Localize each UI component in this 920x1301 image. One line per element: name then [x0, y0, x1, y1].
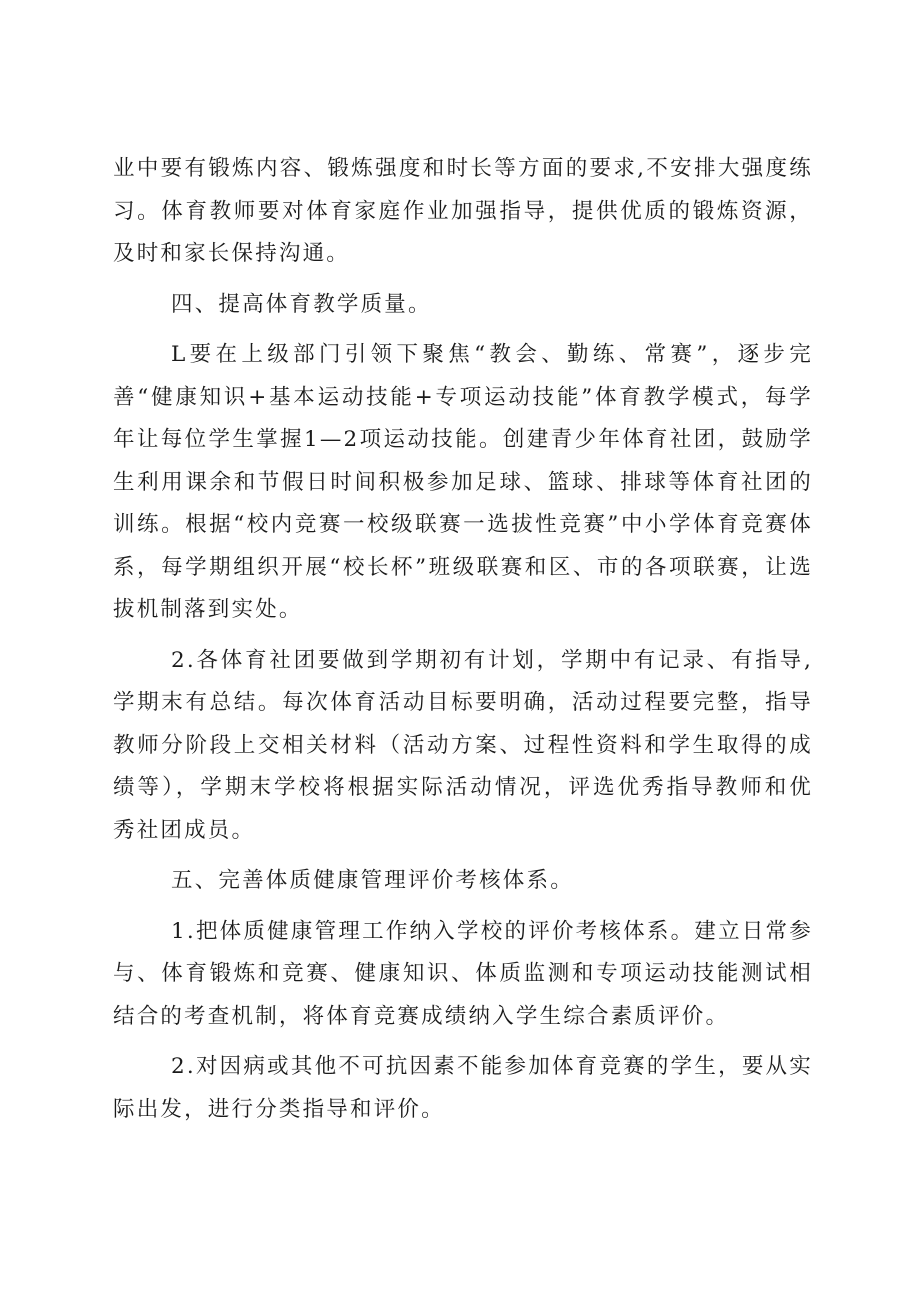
paragraph-item-1: L要在上级部门引领下聚焦“教会、勤练、常赛”，逐步完善“健康知识+基本运动技能+专项运动技能”体育教学模式，每学年让每位学生掌握1—2项运动技能。创建青少年体育社团，鼓励学生利用课余和节假日时间积极参加足球、篮球、排球等体育社团的训练。根据“校内竞赛一校级联赛一选拔性竞赛”中小学体育竞赛体系，每学期组织开展“校长杯”班级联赛和区、市的各项联赛，让选拔机制落到实处。 — [113, 342, 813, 622]
paragraph-item-2-evaluation: 2.对因病或其他不可抗因素不能参加体育竞赛的学生，要从实际出发，进行分类指导和评价。 — [113, 1054, 813, 1122]
section-heading-five: 五、完善体质健康管理评价考核体系。 — [171, 868, 574, 893]
document-body — [113, 148, 813, 1131]
paragraph-item-1-evaluation: 1.把体质健康管理工作纳入学校的评价考核体系。建立日常参与、体育锻炼和竞赛、健康知识、体质监测和专项运动技能测试相结合的考查机制，将体育竞赛成绩纳入学生综合素质评价。 — [113, 918, 813, 1029]
paragraph-item-2: 2.各体育社团要做到学期初有计划，学期中有记录、有指导,学期末有总结。每次体育活动目标要明确，活动过程要完整，指导教师分阶段上交相关材料（活动方案、过程性资料和学生取得的成绩等），学期末学校将根据实际活动情况，评选优秀指导教师和优秀社团成员。 — [113, 647, 813, 843]
section-heading-four: 四、提高体育教学质量。 — [171, 291, 432, 317]
paragraph-continuation: 业中要有锻炼内容、锻炼强度和时长等方面的要求,不安排大强度练习。体育教师要对体育家庭作业加强指导，提供优质的锻炼资源，及时和家长保持沟通。 — [113, 156, 813, 266]
